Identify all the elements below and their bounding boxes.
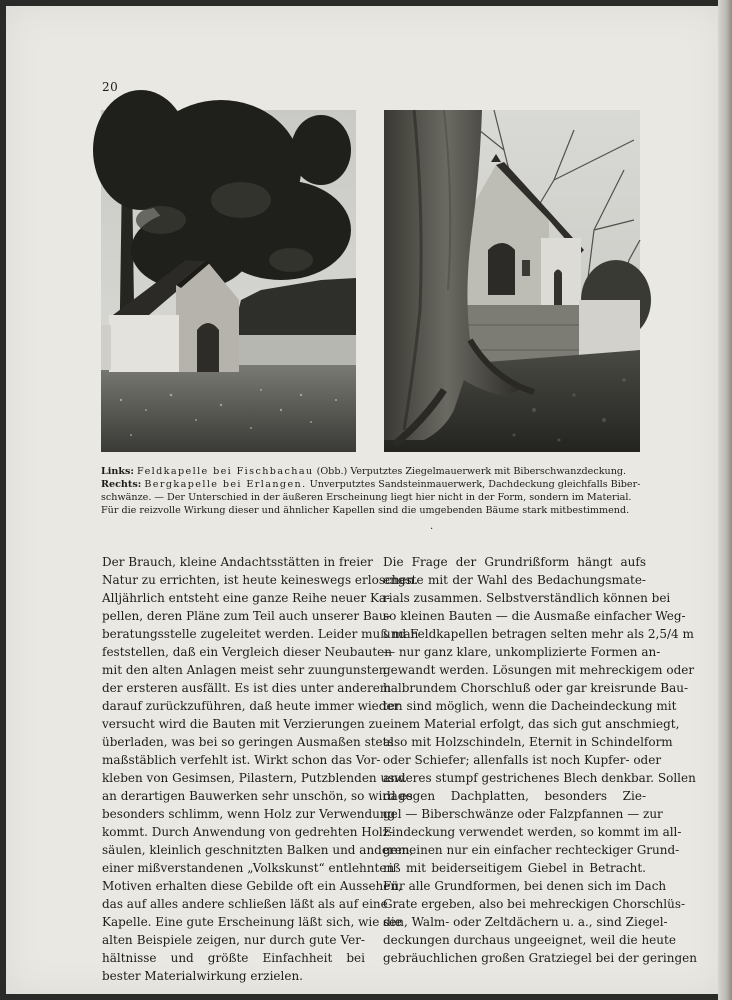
- photo-feldkapelle: [101, 110, 356, 452]
- text-line: so kleinen Bauten — die Ausmaße einfacher Weg-: [383, 609, 686, 623]
- text-line: überladen, was bei so geringen Ausmaßen stets: [102, 735, 394, 749]
- text-line: dagegen Dachplatten, besonders Zie-: [383, 789, 646, 803]
- text-line: oder Schiefer; allenfalls ist noch Kupfer- oder: [383, 753, 662, 767]
- text-line: rials zusammen. Selbstverständlich können bei: [383, 591, 671, 605]
- text-line: gemeinen nur ein einfacher rechteckiger Grund-: [383, 843, 680, 857]
- separator-dot: .: [430, 521, 434, 532]
- text-line: anderes stumpf gestrichenes Blech denkbar. Sollen: [383, 771, 696, 785]
- photo-caption: [101, 465, 643, 517]
- text-line: mit den alten Anlagen meist sehr zuungunsten: [102, 663, 387, 677]
- caption-line-3: schwänze. — Der Unterschied in der äußeren Erscheinung liegt hier nicht in der Form, sondern im Material.: [101, 492, 632, 503]
- photo-feldkapelle-image: [101, 110, 356, 452]
- text-line: das auf alles andere schließen läßt als auf eine: [102, 897, 388, 911]
- text-line: deckungen durchaus ungeeignet, weil die heute: [383, 933, 676, 947]
- text-line: kleben von Gesimsen, Pilastern, Putzblenden usw.: [102, 771, 408, 785]
- book-spine: [718, 0, 732, 1000]
- text-line: kommt. Durch Anwendung von gedrehten Holz-: [102, 825, 394, 839]
- text-line: alten Beispiele zeigen, nur durch gute Ver-: [102, 933, 365, 947]
- text-line: pellen, deren Pläne zum Teil auch unserer Bau-: [102, 609, 391, 623]
- caption-label-left: Links:: [101, 466, 134, 477]
- text-line: engste mit der Wahl des Bedachungsmate-: [383, 573, 646, 587]
- text-line: Motiven erhalten diese Gebilde oft ein Aussehen,: [102, 879, 402, 893]
- caption-region-left: (Obb.): [316, 466, 348, 477]
- caption-line-left: [101, 465, 643, 478]
- text-line: einer mißverstandenen „Volkskunst“ entlehnten: [102, 861, 395, 875]
- text-line: Für alle Grundformen, bei denen sich im Dach: [383, 879, 667, 893]
- caption-line-right: [101, 478, 643, 491]
- text-line: Der Brauch, kleine Andachtsstätten in freier: [102, 555, 373, 569]
- text-line: einem Material erfolgt, das sich gut anschmiegt,: [383, 717, 680, 731]
- page-number: 20: [102, 80, 119, 94]
- caption-label-right: Rechts:: [101, 479, 142, 490]
- text-line: gebräuchlichen großen Gratziegel bei der geringen: [383, 951, 697, 965]
- text-line: halbrundem Chorschluß oder gar kreisrunde Bau-: [383, 681, 689, 695]
- text-column-right: [383, 553, 697, 967]
- text-line: Eindeckung verwendet werden, so kommt im all-: [383, 825, 682, 839]
- text-line: und Feldkapellen betragen selten mehr als 2,5/4 m: [383, 627, 694, 641]
- text-line: bester Materialwirkung erzielen.: [102, 969, 303, 983]
- text-line: sen, Walm- oder Zeltdächern u. a., sind Ziegel-: [383, 915, 668, 929]
- caption-place-left: Feldkapelle bei Fischbachau: [137, 466, 314, 477]
- text-line: besonders schlimm, wenn Holz zur Verwendung: [102, 807, 396, 821]
- text-line: der ersteren ausfällt. Es ist dies unter anderem: [102, 681, 392, 695]
- text-line: an derartigen Bauwerken sehr unschön, so wird es: [102, 789, 413, 803]
- text-line: versucht wird die Bauten mit Verzierungen zu: [102, 717, 383, 731]
- text-line: riß mit beiderseitigem Giebel in Betracht.: [383, 861, 646, 875]
- text-line: maßstäblich verfehlt ist. Wirkt schon das Vor-: [102, 753, 381, 767]
- text-line: darauf zurückzuführen, daß heute immer wieder: [102, 699, 400, 713]
- text-line: gel — Biberschwänze oder Falzpfannen — zur: [383, 807, 663, 821]
- caption-line-4: Für die reizvolle Wirkung dieser und ähnlicher Kapellen sind die umgebenden Bäume stark mitbestimmend.: [101, 505, 630, 516]
- photo-bergkapelle-image: [384, 110, 640, 452]
- text-line: also mit Holzschindeln, Eternit in Schindelform: [383, 735, 673, 749]
- text-line: Grate ergeben, also bei mehreckigen Chorschlüs-: [383, 897, 686, 911]
- text-line: Natur zu errichten, ist heute keineswegs erloschen.: [102, 573, 419, 587]
- text-line: Kapelle. Eine gute Erscheinung läßt sich, wie die: [102, 915, 402, 929]
- text-line: gewandt werden. Lösungen mit mehreckigem oder: [383, 663, 695, 677]
- text-column-left: [102, 553, 419, 985]
- text-line: — nur ganz klare, unkomplizierte Formen an-: [383, 645, 661, 659]
- caption-desc-right: Unverputztes Sandsteinmauerwerk, Dachdeckung gleichfalls Biber-: [309, 479, 641, 490]
- caption-place-right: Bergkapelle bei Erlangen.: [144, 479, 307, 490]
- photo-bergkapelle: [384, 110, 640, 452]
- text-line: Alljährlich entsteht eine ganze Reihe neuer Ka-: [102, 591, 391, 605]
- text-line: säulen, kleinlich geschnitzten Balken und anderen,: [102, 843, 414, 857]
- text-line: hältnisse und größte Einfachheit bei: [102, 951, 365, 965]
- text-line: Die Frage der Grundrißform hängt aufs: [383, 555, 646, 569]
- text-line: feststellen, daß ein Vergleich dieser Neubauten: [102, 645, 392, 659]
- text-line: beratungsstelle zugeleitet werden. Leider muß man: [102, 627, 419, 641]
- text-line: ten sind möglich, wenn die Dacheindeckung mit: [383, 699, 677, 713]
- caption-desc-left: Verputztes Ziegelmauerwerk mit Biberschwanzdeckung.: [350, 466, 627, 477]
